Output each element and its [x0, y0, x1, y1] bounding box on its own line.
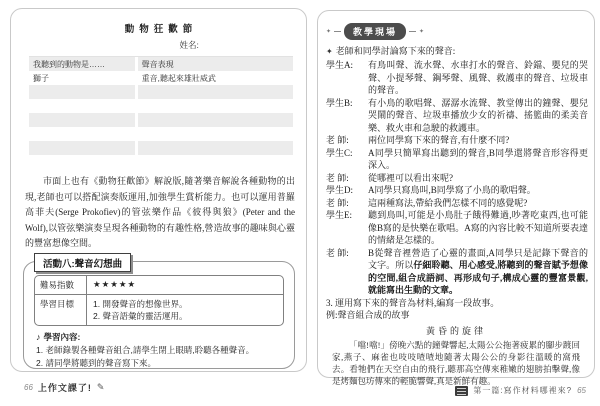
table-cell — [138, 155, 293, 169]
speaker-label: 學生B: — [326, 97, 353, 108]
worksheet-title: 動物狂歡節 — [124, 24, 198, 35]
dialogue-text-bold: 仔細聆聽、用心感受,將聽到的聲音賦予想像的空間,組合成語詞、再形成句子,構成心靈的豐富景觀,就能寫出生動的文章。 — [368, 260, 588, 295]
learning-content-item: 1. 老師錄製各種聲音組合,請學生閉上眼睛,聆聽各種聲音。 — [36, 345, 255, 355]
table-cell — [138, 113, 293, 127]
story-title: 黃昏的旋律 — [425, 325, 486, 336]
column-header: 我聽到的動物是…… — [29, 57, 135, 71]
ornament-line — [409, 31, 416, 32]
dialogue-line — [326, 172, 588, 185]
table-cell — [29, 141, 135, 155]
table-cell — [138, 127, 293, 141]
dialogue-line — [326, 247, 588, 297]
teaching-note-paragraph: 市面上也有《動物狂歡節》解說版,隨著樂音解說各種動物的出現,老師也可以搭配演奏版運用,加強學生賞析能力。也可以運用普羅高菲夫(Serge Prokofiev)的管弦樂作品《彼得與狼》(Peter and the Wolf),以管弦樂演奏呈現各種動物的有趣性格,營造故事的趣味與心靈的豐富想像空間。 — [25, 176, 295, 248]
difficulty-row — [35, 276, 283, 294]
discussion-intro — [326, 45, 586, 58]
ornament-star-icon: ✦ — [419, 28, 425, 35]
table-empty-row — [29, 113, 293, 127]
dialogue-text: 這兩種寫法,帶給我們怎樣不同的感覺呢? — [368, 197, 528, 208]
left-page-footer — [24, 381, 104, 394]
dialogue-line — [326, 184, 588, 197]
teaching-scene-header — [326, 23, 594, 40]
speaker-label: 老 師: — [326, 135, 349, 145]
table-cell: 獅子 — [33, 73, 49, 83]
goal-item: 1. 開發聲音的想像世界。 — [93, 299, 188, 309]
learning-content-heading — [36, 331, 282, 343]
chapter-title: 第一篇:寫作材料哪裡來? — [473, 386, 573, 395]
story-text: 「噹!噹!」傍晚六點的鐘聲響起,太陽公公拖著疲累的腳步踱回家,燕子、麻雀也吱吱喳喳地隨著太陽公公的身影往溫暖的窩飛去。看牠們在天空自由的飛行,聽那高空傳來稚嫩的翅膀拍擊聲,像是烤麵包坊傳來的輕脆響聲,真是新鮮有趣。 — [332, 339, 580, 386]
worksheet-table — [29, 56, 293, 169]
table-cell: 重音,聽起來雄壯威武 — [141, 73, 216, 83]
teaching-scene-badge: 教學現場 — [344, 23, 406, 40]
learning-content-block — [36, 331, 282, 369]
pencil-icon: ✎ — [96, 382, 105, 392]
dialogue-text: A同學只寫鳥叫,B同學寫了小鳥的歌唱聲。 — [368, 185, 536, 195]
activity-info-table — [34, 275, 284, 326]
speaker-label: 老 師: — [326, 247, 349, 258]
goal-row — [35, 294, 283, 325]
dialogue-text: 聽到鳥叫,可能是小鳥肚子餓得難過,吵著吃東西,也可能像B寫的是快樂在歌唱。A寫的內容比較不知道所要表達的情緒是怎樣的。 — [368, 210, 588, 245]
table-cell — [29, 99, 135, 113]
speaker-label: 老 師: — [326, 172, 349, 183]
table-cell — [29, 127, 135, 141]
dialogue-text: 兩位同學寫下來的聲音,有什麼不同? — [368, 135, 510, 145]
learning-content-item: 2. 請同學將聽到的聲音寫下來。 — [36, 358, 156, 368]
right-page — [317, 10, 595, 386]
books-icon — [455, 386, 468, 396]
name-label: 姓名: — [179, 40, 199, 50]
table-row — [29, 71, 293, 85]
table-empty-row — [29, 85, 293, 99]
table-cell — [138, 141, 293, 155]
table-header-row — [29, 57, 293, 71]
activity-title: 活動八:聲音幻想曲 — [34, 253, 131, 272]
dialogue-line — [326, 97, 588, 135]
table-cell — [138, 99, 293, 113]
dialogue-text: 有小鳥的歌唱聲、潺潺水流聲、教堂傳出的鐘聲、嬰兒哭鬧的聲音、垃圾車播放少女的祈禱、搖籃曲的柔美音樂、救火車和急駛的救護車。 — [368, 97, 588, 133]
table-empty-row — [29, 141, 293, 155]
book-title: 上作文課了! — [37, 383, 92, 393]
dialogue-text: 有鳥叫聲、流水聲、水車打水的聲音、鈴鐺、嬰兒的哭聲、小提琴聲、鋼琴聲、風聲、救護車的聲音、垃圾車的聲音。 — [368, 60, 588, 95]
difficulty-label: 難易指數 — [35, 276, 87, 294]
dialogue-text-plain: B從聲音裡營造了心靈的畫面,A同學只是記錄下聲音的文字。所以 — [368, 247, 588, 270]
ornament-star-icon: ✦ — [326, 28, 332, 35]
goal-label: 學習目標 — [35, 295, 87, 325]
dialogue-line — [326, 59, 588, 97]
goal-item: 2. 聲音語彙的靈活運用。 — [93, 311, 188, 321]
dialogue-text: A同學只簡單寫出聽到的聲音,B同學還將聲音形容得更深入。 — [368, 147, 588, 170]
table-empty-row — [29, 155, 293, 169]
table-empty-row — [29, 127, 293, 141]
left-page-number: 66 — [24, 383, 33, 392]
dialogue-line — [326, 197, 588, 210]
table-empty-row — [29, 99, 293, 113]
ornament-line — [334, 31, 341, 32]
speaker-label: 學生A: — [326, 60, 354, 70]
left-page — [10, 8, 307, 372]
column-header: 聲音表現 — [138, 57, 293, 71]
speaker-label: 學生E: — [326, 210, 352, 220]
activity-eight-box — [23, 261, 295, 369]
animal-carnival-worksheet — [29, 21, 293, 169]
table-cell — [29, 113, 135, 127]
dialogue-line — [326, 209, 588, 247]
dialogue-text — [368, 247, 588, 297]
table-cell — [29, 85, 135, 99]
step-three-instruction: 3. 運用寫下來的聲音為材料,編寫一段故事。 — [326, 297, 500, 308]
speaker-label: 學生D: — [326, 185, 354, 195]
right-page-footer — [455, 385, 586, 396]
intro-text: 老師和同學討論寫下來的聲音: — [335, 46, 456, 56]
dialogue-text: 從哪裡可以看出來呢? — [368, 172, 453, 183]
speaker-label: 老 師: — [326, 197, 349, 208]
star-bullet-icon: ✦ — [326, 47, 333, 56]
dialogue-line — [326, 147, 588, 172]
music-note-icon: ♪ — [36, 332, 41, 342]
goal-list — [87, 295, 283, 325]
right-page-number: 65 — [577, 386, 586, 395]
table-cell — [29, 155, 135, 169]
example-label: 例:聲音組合成的故事 — [326, 310, 410, 320]
classroom-dialogue — [326, 59, 588, 297]
learning-content-label: 學習內容: — [43, 332, 81, 342]
speaker-label: 學生C: — [326, 147, 353, 158]
dialogue-line — [326, 134, 588, 147]
table-cell — [138, 85, 293, 99]
difficulty-stars: ★★★★★ — [93, 279, 137, 289]
